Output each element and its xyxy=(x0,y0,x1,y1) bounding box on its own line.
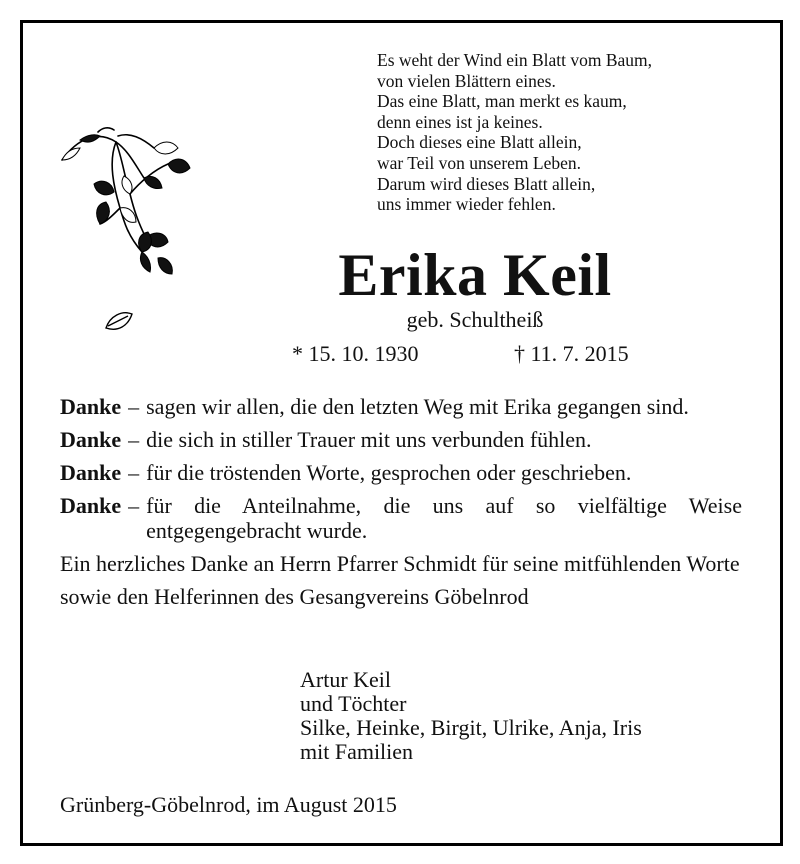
poem-line: von vielen Blättern eines. xyxy=(377,70,556,91)
poem xyxy=(377,50,757,215)
poem-line: Es weht der Wind ein Blatt vom Baum, xyxy=(377,50,653,70)
signer-line: und Töchter xyxy=(300,691,407,716)
thanks-keyword: Danke xyxy=(60,394,122,419)
deceased-name: Erika Keil xyxy=(338,242,612,308)
thanks-text: für die tröstenden Worte, gesprochen oder geschrieben. xyxy=(146,460,632,485)
thanks-text: die sich in stiller Trauer mit uns verbunden fühlen. xyxy=(146,427,592,452)
signer-line: mit Familien xyxy=(300,739,414,764)
leaf-branch-icon xyxy=(58,118,198,348)
pastor-thanks: Ein herzliches Danke an Herrn Pfarrer Schmidt für seine mitfühlenden Worte xyxy=(60,551,740,576)
thanks-row xyxy=(60,427,742,452)
signer-line: Artur Keil xyxy=(300,667,392,692)
thanks-row xyxy=(60,493,742,543)
choir-thanks: sowie den Helferinnen des Gesangvereins Göbelnrod xyxy=(60,584,529,609)
poem-line: denn eines ist ja keines. xyxy=(377,111,543,132)
poem-line: uns immer wieder fehlen. xyxy=(377,194,556,215)
thanks-keyword: Danke xyxy=(60,460,122,485)
dash: – xyxy=(128,427,140,452)
thanks-row xyxy=(60,394,742,419)
poem-line: Darum wird dieses Blatt allein, xyxy=(377,173,596,194)
poem-line: Das eine Blatt, man merkt es kaum, xyxy=(377,91,627,112)
death-date: † 11. 7. 2015 xyxy=(514,341,629,366)
dash: – xyxy=(128,460,140,485)
birth-date: * 15. 10. 1930 xyxy=(292,341,419,366)
thanks-keyword: Danke xyxy=(60,427,122,452)
poem-line: war Teil von unserem Leben. xyxy=(377,152,582,173)
thanks-text: für die Anteilnahme, die uns auf so vielfältige Weise entgegengebracht wurde. xyxy=(146,493,742,543)
signer-line: Silke, Heinke, Birgit, Ulrike, Anja, Iris xyxy=(300,715,642,740)
place-date: Grünberg-Göbelnrod, im August 2015 xyxy=(60,792,397,817)
thanks-keyword: Danke xyxy=(60,493,122,518)
dash: – xyxy=(128,394,140,419)
thanks-row xyxy=(60,460,742,485)
signers xyxy=(300,668,750,764)
thanks-section xyxy=(60,394,742,609)
birth-name: geb. Schultheiß xyxy=(406,307,544,332)
poem-line: Doch dieses eine Blatt allein, xyxy=(377,132,582,153)
thanks-text: sagen wir allen, die den letzten Weg mit Erika gegangen sind. xyxy=(146,394,689,419)
dash: – xyxy=(128,493,140,518)
